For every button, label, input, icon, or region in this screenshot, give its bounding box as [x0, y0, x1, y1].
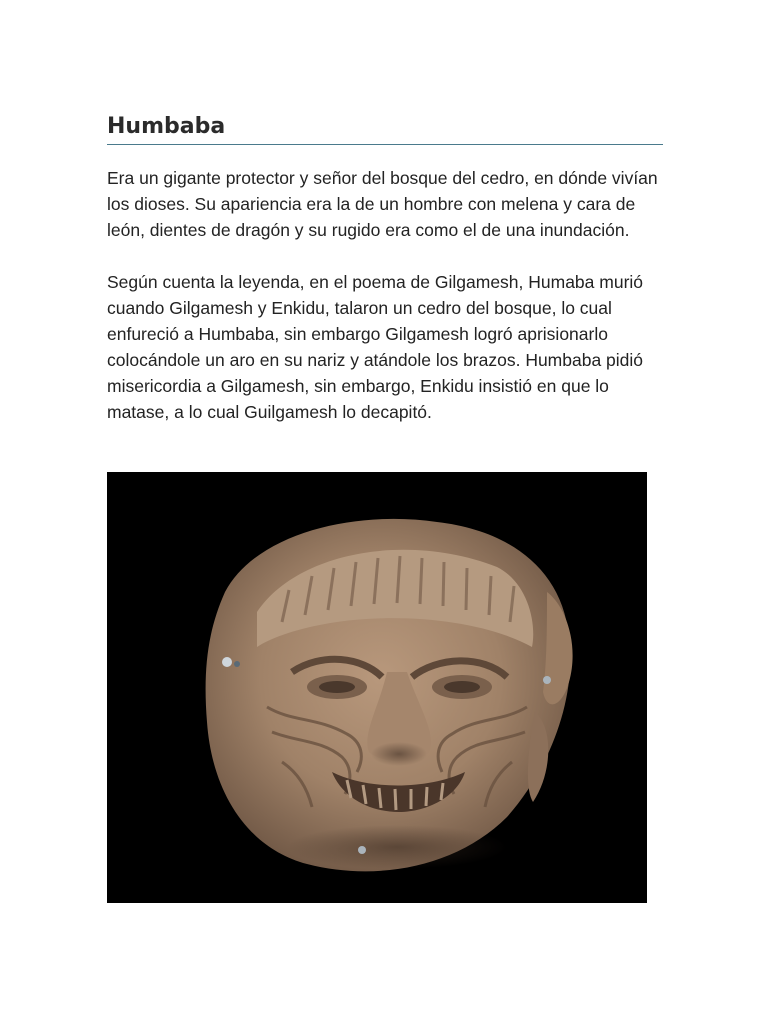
clay-mask-image [107, 472, 647, 903]
humbaba-mask-photo [107, 472, 647, 903]
paragraph-legend: Según cuenta la leyenda, en el poema de Gilgamesh, Humaba murió cuando Gilgamesh y Enkidu, talaron un cedro del bosque, lo cual enfureció a Humbaba, sin embargo Gilgamesh logró aprisionarlo colocándole un aro en su nariz y atándole los brazos. Humbaba pidió misericordia a Gilgamesh, sin embargo, Enkidu insistió en que lo matase, a lo cual Guilgamesh lo decapitó. [107, 272, 644, 422]
document-page [107, 112, 663, 425]
paragraph-description: Era un gigante protector y señor del bosque del cedro, en dónde vivían los dioses. Su apariencia era la de un hombre con melena y cara de león, dientes de dragón y su rugido era como el de una inundación. [107, 168, 658, 240]
page-title: Humbaba [107, 112, 663, 145]
